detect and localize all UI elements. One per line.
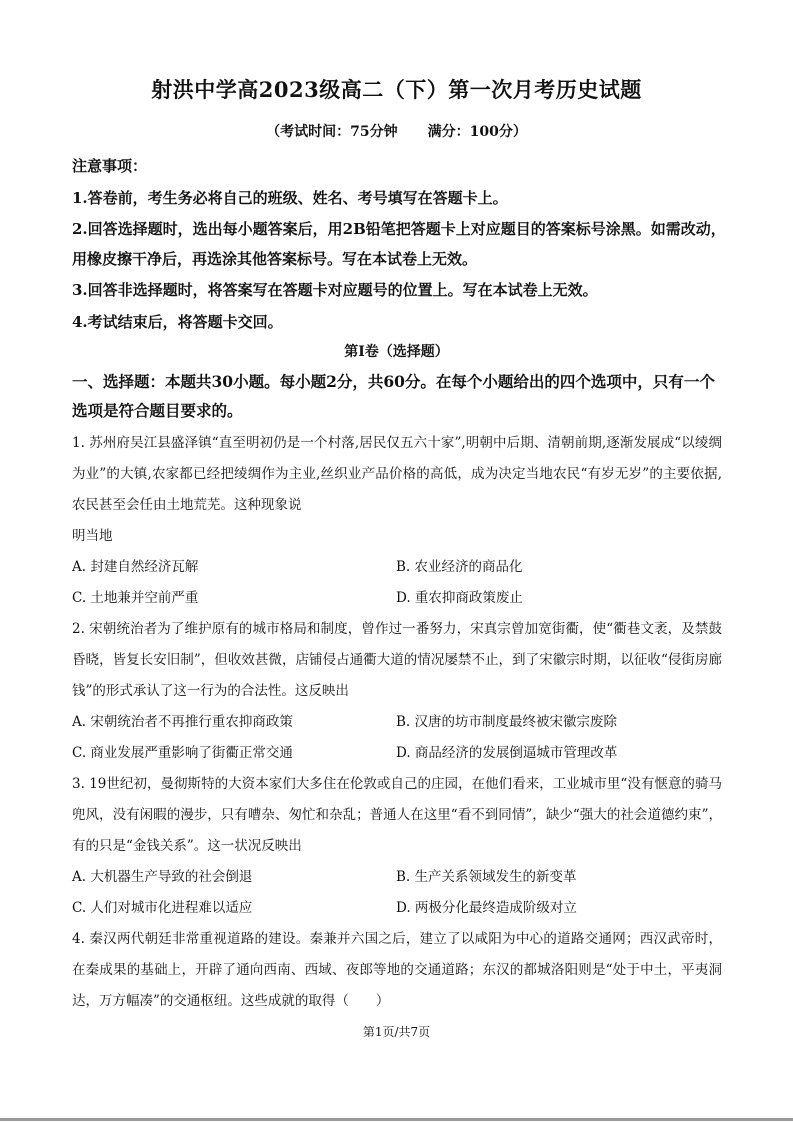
notes-heading: 注意事项： [72,157,148,175]
option-c: C. 商业发展严重影响了街衢正常交通 [72,745,293,761]
question-4 [72,924,722,1017]
question-3 [72,769,722,924]
options [72,552,722,614]
section-description: 一、选择题：本题共30小题。每小题2分，共60分。在每个小题给出的四个选项中，只有一个选项是符合题目要求的。 [72,372,715,420]
question-list [72,428,722,1017]
option-a: A. 宋朝统治者不再推行重农抑商政策 [72,714,293,730]
full-score: 满分：100分） [427,124,527,140]
question-stem: 1. 苏州府吴江县盛泽镇“直至明初仍是一个村落,居民仅五六十家”,明朝中后期、清朝前期,逐渐发展成“以绫绸为业”的大镇,农家都已经把绫绸作为主业,丝织业产品价格的高低，成为决定当地农民“有岁无岁”的主要依据,农民甚至会任由土地荒芜。这种现象说 [72,435,722,513]
note-item: 4.考试结束后，将答题卡交回。 [72,313,283,331]
option-b: B. 汉唐的坊市制度最终被宋徽宗废除 [396,714,618,730]
page-title: 射洪中学高2023级高二（下）第一次月考历史试题 [151,77,642,102]
page-number: 第1页/共7页 [362,1025,431,1039]
option-d: D. 重农抑商政策废止 [396,590,523,606]
question-stem: 2. 宋朝统治者为了维护原有的城市格局和制度，曾作过一番努力，宋真宗曾加宽街衢，使“衢巷文袤，及禁鼓昏晓，皆复长安旧制”，但收效甚微，店铺侵占通衢大道的情况屡禁不止，到了宋徽宗时期，以征收“侵街房廊钱”的形式承认了这一行为的合法性。这反映出 [72,621,722,699]
exam-time: （考试时间：75分钟 [266,124,398,140]
note-item: 3.回答非选择题时，将答案写在答题卡对应题号的位置上。写在本试卷上无效。 [72,281,598,299]
section-title: 第Ⅰ卷（选择题） [344,344,449,360]
question-stem-tail: 明当地 [72,528,113,544]
option-d: D. 商品经济的发展倒逼城市管理改革 [396,745,618,761]
exam-info [0,121,793,141]
options [72,707,722,769]
note-item: 2.回答选择题时，选出每小题答案后，用2B铅笔把答题卡上对应题目的答案标号涂黑。如需改动，用橡皮擦干净后，再选涂其他答案标号。写在本试卷上无效。 [72,220,726,268]
question-stem: 4. 秦汉两代朝廷非常重视道路的建设。秦兼并六国之后，建立了以咸阳为中心的道路交通网；西汉武帝时，在秦成果的基础上，开辟了通向西南、西域、夜郎等地的交通道路；东汉的都城洛阳则是“处于中土，平夷洞达，万方幅凑”的交通枢纽。这些成就的取得（ ） [72,931,722,1009]
option-d: D. 两极分化最终造成阶级对立 [396,900,577,916]
note-item: 1.答卷前，考生务必将自己的班级、姓名、考号填写在答题卡上。 [72,189,508,207]
question-2 [72,614,722,769]
question-1 [72,428,722,614]
option-a: A. 大机器生产导致的社会倒退 [72,869,253,885]
option-b: B. 农业经济的商品化 [396,559,523,575]
option-a: A. 封建自然经济瓦解 [72,559,199,575]
notes-section [72,150,732,338]
option-c: C. 人们对城市化进程难以适应 [72,900,253,916]
option-c: C. 土地兼并空前严重 [72,590,199,606]
option-b: B. 生产关系领域发生的新变革 [396,869,577,885]
question-stem: 3. 19世纪初，曼彻斯特的大资本家们大多住在伦敦或自己的庄园，在他们看来，工业城市里“没有惬意的骑马兜风，没有闲暇的漫步，只有嘈杂、匆忙和杂乱；普通人在这里“看不到同情”，缺少“强大的社会道德约束”，有的只是“金钱关系”。这一状况反映出 [72,776,722,854]
page-bottom-divider [0,1118,793,1121]
options [72,862,722,924]
